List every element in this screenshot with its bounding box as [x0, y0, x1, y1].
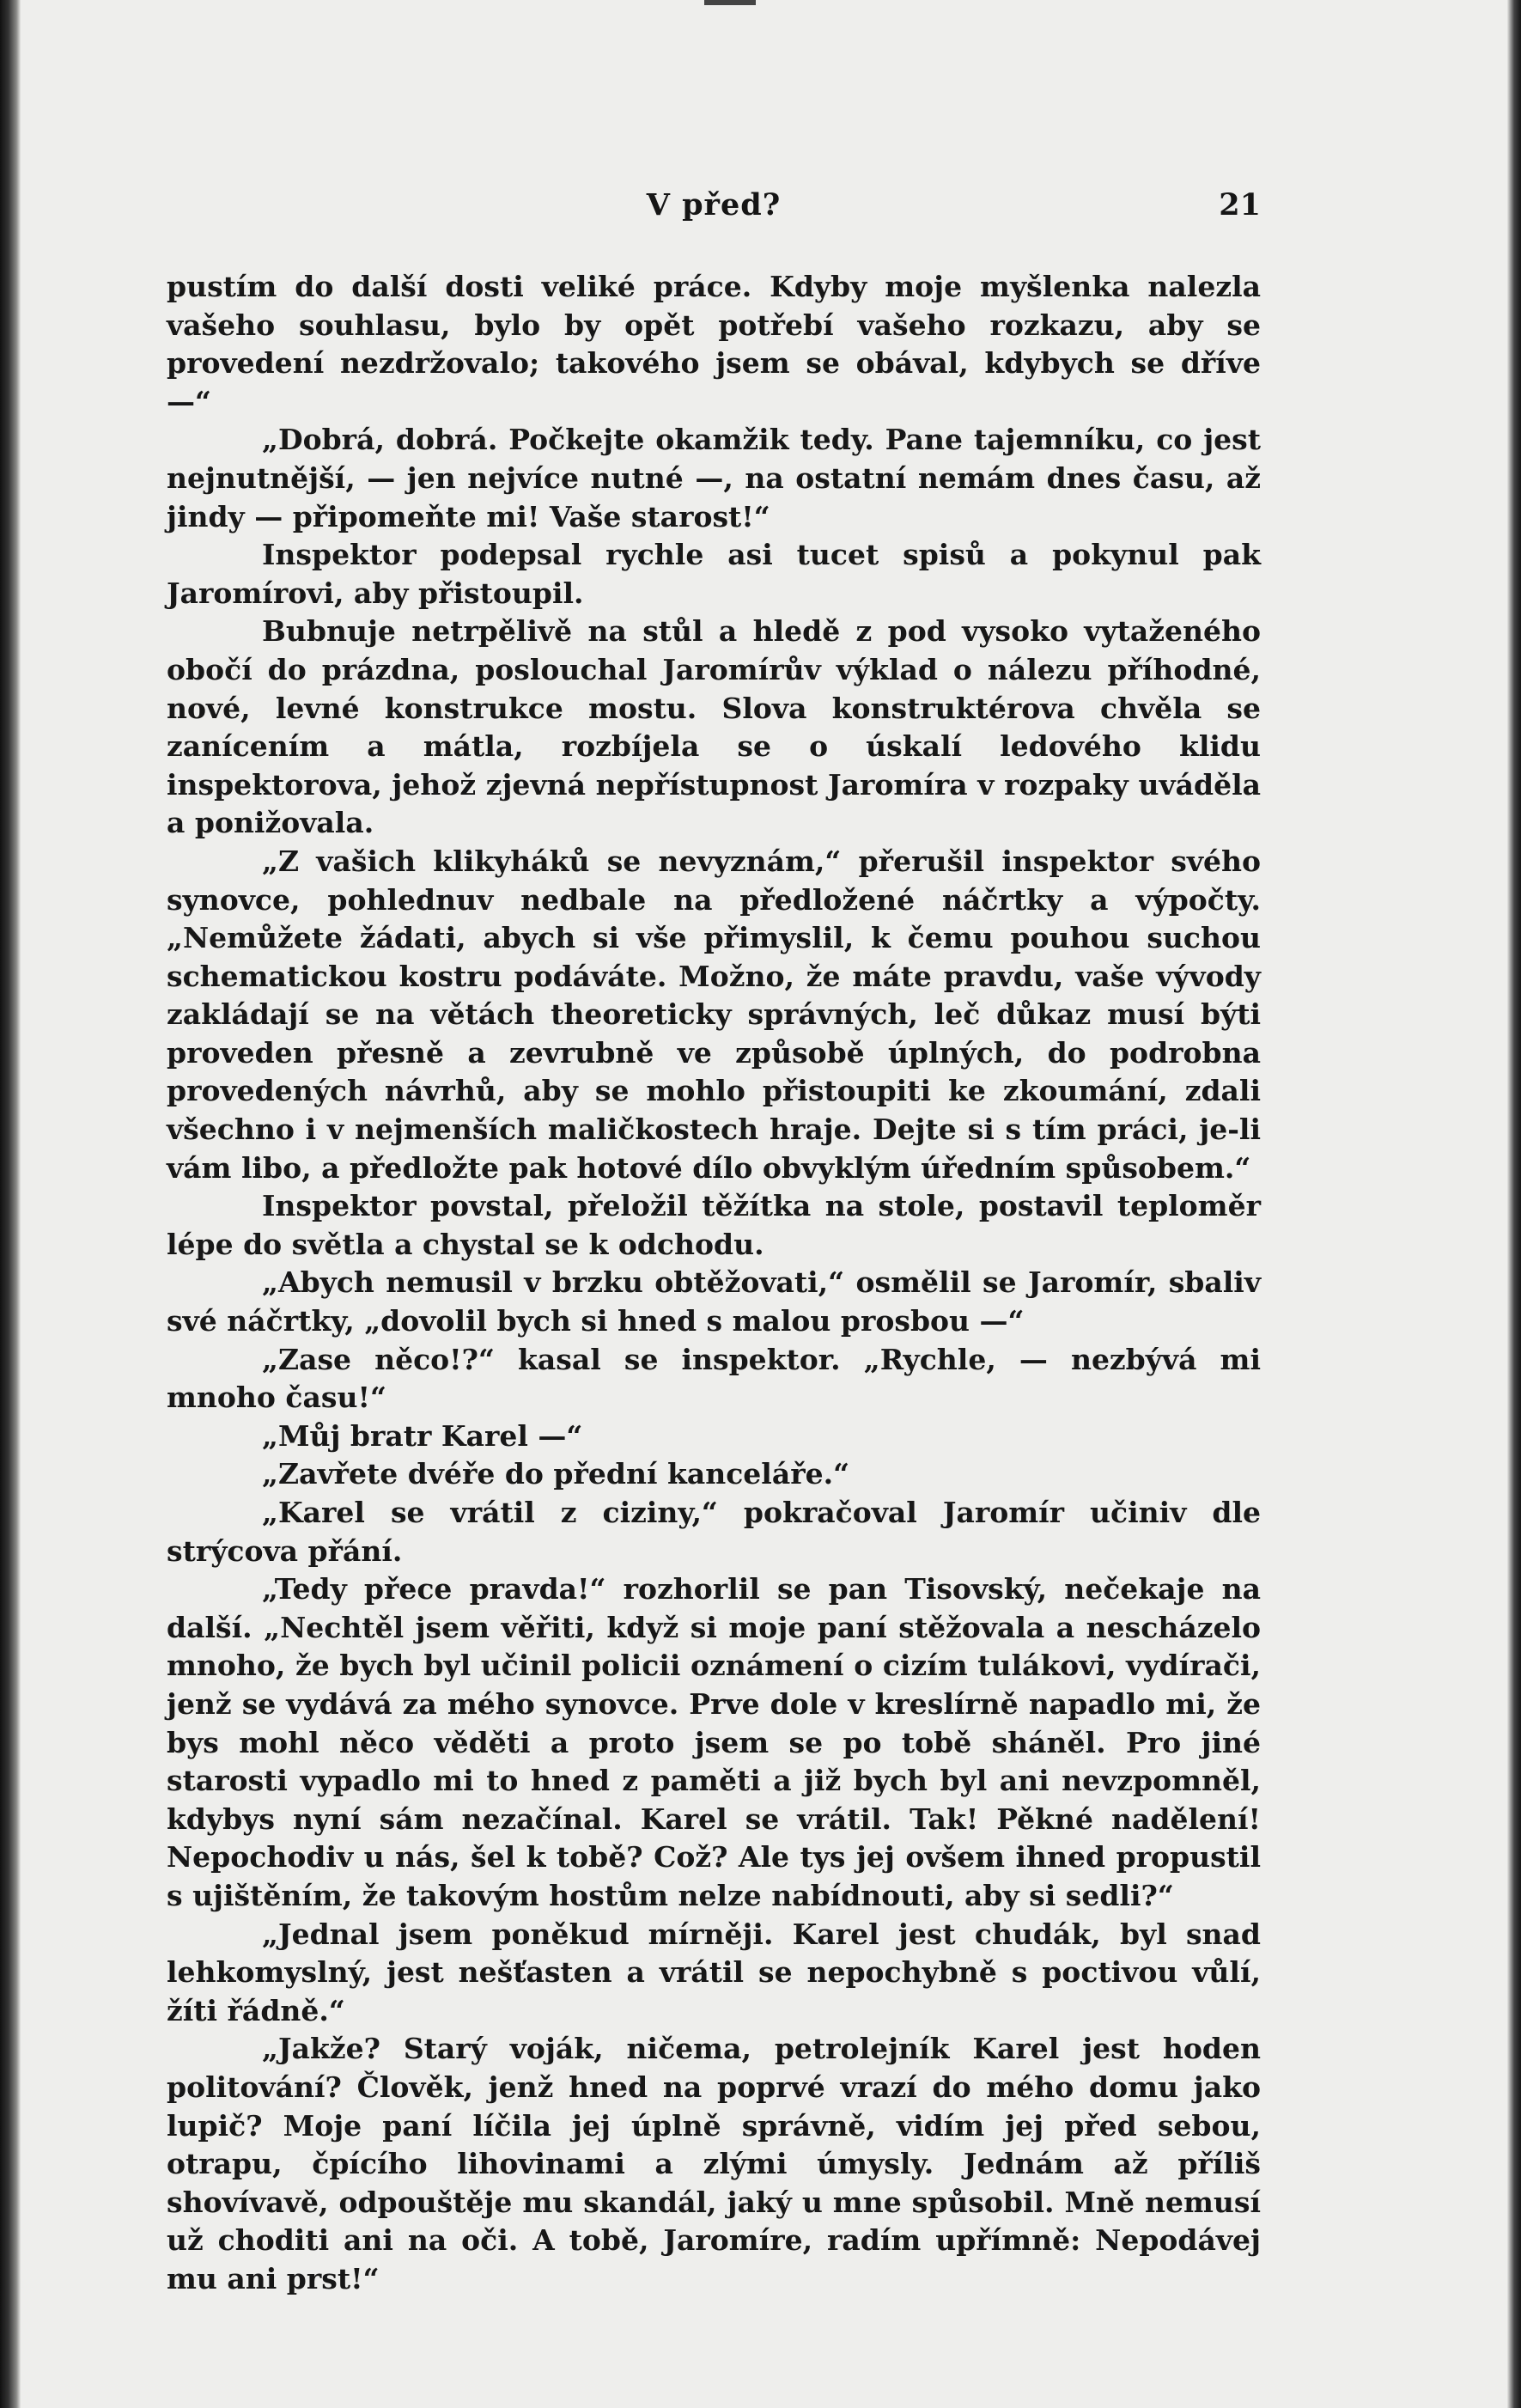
paragraph: „Jednal jsem poněkud mírněji. Karel jest chudák, byl snad lehkomyslný, jest nešťasten a vrátil se nepochybně s poctivou vůlí, žíti řádně.“: [167, 1917, 1261, 2027]
paragraph: „Abych nemusil v brzku obtěžovati,“ osmělil se Jaromír, sbaliv své náčrtky, „dovolil bych si hned s malou prosbou —“: [167, 1265, 1261, 1338]
paragraph: „Zavřete dvéře do přední kanceláře.“: [262, 1457, 850, 1491]
paragraph: „Můj bratr Karel —“: [262, 1418, 583, 1453]
text-body: [167, 268, 1261, 2298]
paragraph: „Dobrá, dobrá. Počkejte okamžik tedy. Pane tajemníku, co jest nejnutnější, — jen nejvíce nutné —, na ostatní nemám dnes času, až jindy — připomeňte mi! Vaše starost!“: [167, 423, 1261, 533]
paragraph: „Tedy přece pravda!“ rozhorlil se pan Tisovský, nečekaje na další. „Nechtěl jsem věřiti, když si moje paní stěžovala a nescházelo mnoho, že bych byl učinil policii oznámení o cizím tulákovi, vydírači, jenž se vydává za mého synovce. Prve dole v kreslírně napadlo mi, že bys mohl něco věděti a proto jsem se po tobě sháněl. Pro jiné starosti vypadlo mi to hned z paměti a již bych byl ani nevzpomněl, kdybys nyní sám nezačínal. Karel se vrátil. Tak! Pěkné nadělení! Nepochodiv u nás, šel k tobě? Což? Ale tys jej ovšem ihned propustil s ujištěním, že takovým hostům nelze nabídnouti, aby si sedli?“: [167, 1572, 1261, 1912]
paragraph: „Jakže? Starý voják, ničema, petrolejník Karel jest hoden politování? Člověk, jenž hned na poprvé vrazí do mého domu jako lupič? Moje paní líčila jej úplně správně, vidím jej před sebou, otrapu, čpícího lihovinami a zlými úmysly. Jednám až příliš shovívavě, odpouštěje mu skandál, jaký u mne spůsobil. Mně nemusí už choditi ani na oči. A tobě, Jaromíre, radím upřímně: Nepodávej mu ani prst!“: [167, 2032, 1261, 2295]
scan-artifact: [704, 0, 756, 5]
page-edge-shadow: [1507, 0, 1521, 2408]
running-header: [167, 182, 1261, 234]
paragraph: Inspektor podepsal rychle asi tucet spisů a pokynul pak Jaromírovi, aby přistoupil.: [167, 538, 1261, 610]
paragraph: „Zase něco!?“ kasal se inspektor. „Rychle, — nezbývá mi mnoho času!“: [167, 1342, 1261, 1415]
paragraph: pustím do další dosti veliké práce. Kdyby moje myšlenka nalezla vašeho souhlasu, bylo by opět potřebí vašeho rozkazu, aby se provedení nezdržovalo; takového jsem se obával, kdybych se dříve —“: [167, 270, 1261, 418]
paragraph: „Karel se vrátil z ciziny,“ pokračoval Jaromír učiniv dle strýcova přání.: [167, 1496, 1261, 1568]
paragraph: Inspektor povstal, přeložil těžítka na stole, postavil teploměr lépe do světla a chystal se k odchodu.: [167, 1189, 1261, 1261]
binding-shadow: [0, 0, 21, 2408]
running-title: V před?: [646, 187, 782, 223]
paragraph: „Z vašich klikyháků se nevyznám,“ přerušil inspektor svého synovce, pohlednuv nedbale na předložené náčrtky a výpočty. „Nemůžete žádati, abych si vše přimyslil, k čemu pouhou suchou schematickou kostru podáváte. Možno, že máte pravdu, vaše vývody zakládají se na větách theoreticky správných, leč důkaz musí býti proveden přesně a zevrubně ve způsobě úplných, do podrobna provedených návrhů, aby se mohlo přistoupiti ke zkoumání, zdali všechno i v nejmenších maličkostech hraje. Dejte si s tím práci, je-li vám libo, a předložte pak hotové dílo obvyklým úředním spůsobem.“: [167, 844, 1261, 1185]
page-number: 21: [1219, 187, 1261, 223]
paragraph: Bubnuje netrpělivě na stůl a hledě z pod vysoko vytaženého obočí do prázdna, poslouchal Jaromírův výklad o nálezu příhodné, nové, levné konstrukce mostu. Slova konstruktérova chvěla se zanícením a mátla, rozbíjela se o úskalí ledového klidu inspektorova, jehož zjevná nepřístupnost Jaromíra v rozpaky uváděla a ponižovala.: [167, 614, 1261, 840]
